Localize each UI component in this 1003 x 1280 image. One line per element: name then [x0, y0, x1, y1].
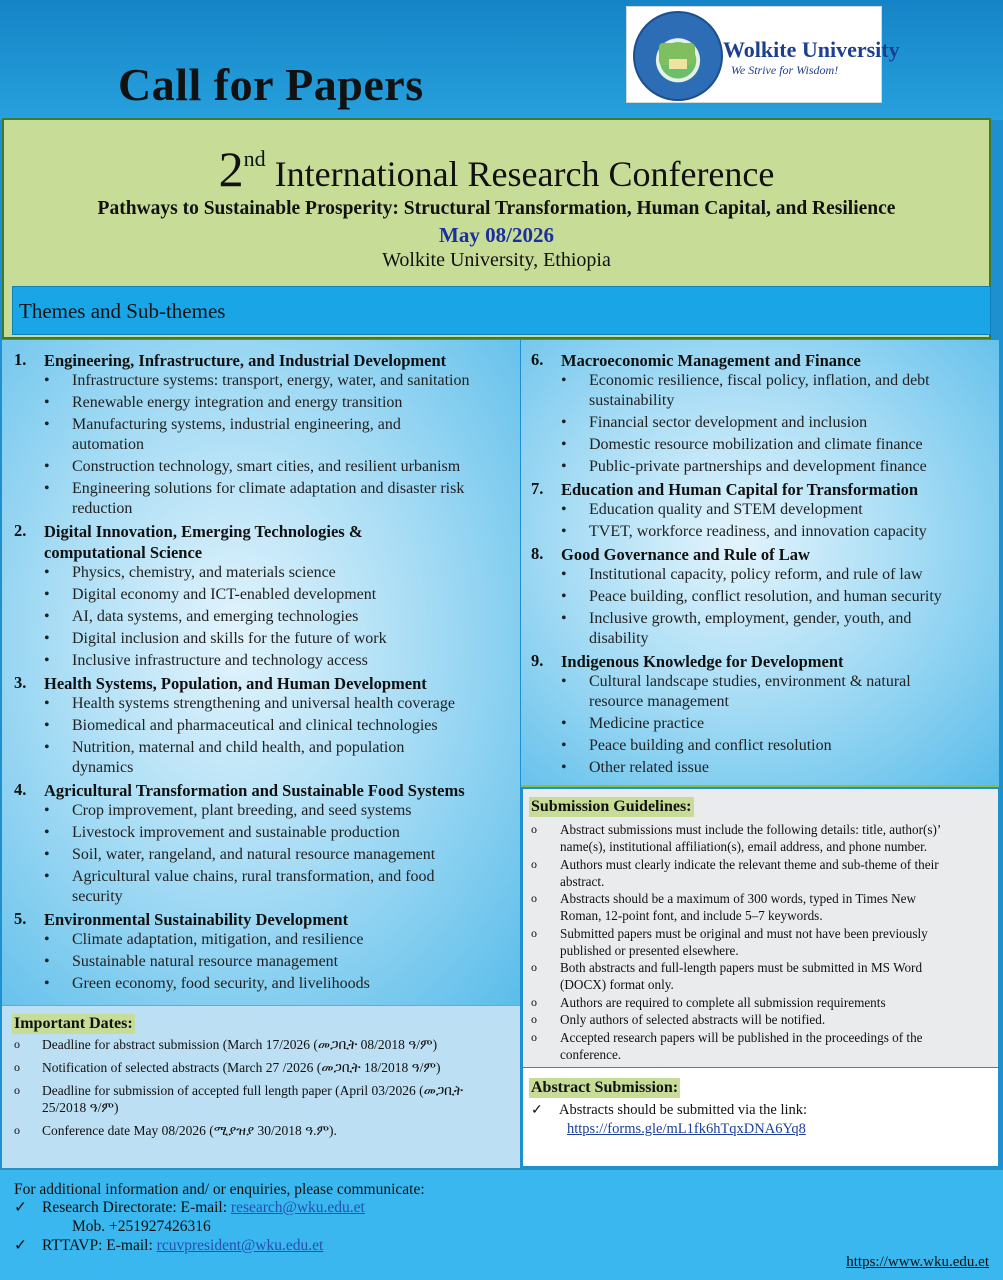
abstract-submission-box — [523, 1068, 998, 1166]
subtheme-text: Manufacturing systems, industrial engineering, and — [72, 416, 401, 433]
guideline-text: Only authors of selected abstracts will be notified. — [560, 1012, 826, 1027]
circle-bullet-icon: o — [14, 1123, 20, 1137]
bullet-icon: • — [44, 564, 50, 581]
theme-number: 3. — [14, 673, 27, 692]
research-mobile: Mob. +251927426316 — [72, 1218, 211, 1235]
circle-bullet-icon: o — [531, 994, 537, 1009]
abstract-submission-title: Abstract Submission: — [531, 1079, 679, 1096]
university-seal-icon — [633, 11, 723, 101]
subtheme-text: Agricultural value chains, rural transformation, and food — [72, 868, 435, 885]
subtheme-text: Soil, water, rangeland, and natural resource management — [72, 846, 436, 863]
abstract-submission-text: Abstracts should be submitted via the link: — [559, 1102, 808, 1118]
bullet-icon: • — [561, 715, 567, 732]
bullet-icon: • — [44, 416, 50, 433]
logo-tagline: We Strive for Wisdom! — [731, 63, 839, 77]
themes-heading: Themes and Sub-themes — [19, 299, 226, 323]
subtheme-text: Sustainable natural resource management — [72, 953, 339, 970]
theme-number: 8. — [531, 544, 544, 563]
circle-bullet-icon: o — [14, 1060, 20, 1074]
subtheme-text: security — [72, 888, 123, 905]
bullet-icon: • — [561, 414, 567, 431]
circle-bullet-icon: o — [531, 822, 537, 836]
subtheme-text: Renewable energy integration and energy transition — [72, 394, 403, 411]
subtheme-text: reduction — [72, 500, 133, 517]
bullet-icon: • — [44, 975, 50, 992]
theme-title: Health Systems, Population, and Human Development — [44, 674, 427, 693]
guideline-text: published or presented elsewhere. — [560, 942, 739, 958]
bullet-icon: • — [44, 717, 50, 734]
ordinal-number: 2 — [218, 141, 244, 197]
guideline-text: Abstracts should be a maximum of 300 words, typed in Times New — [560, 891, 917, 906]
bullet-icon: • — [44, 824, 50, 841]
conference-date: May 08/2026 — [439, 223, 554, 247]
subtheme-text: Livestock improvement and sustainable production — [72, 824, 400, 841]
bullet-icon: • — [44, 953, 50, 970]
website-link[interactable]: https://www.wku.edu.et — [846, 1254, 989, 1270]
rttavp-email-link[interactable]: rcuvpresident@wku.edu.et — [156, 1237, 324, 1254]
theme-number: 5. — [14, 909, 27, 928]
conference-title: International Research Conference — [274, 154, 775, 194]
conference-title-line — [4, 140, 989, 198]
subtheme-text: Financial sector development and inclusion — [589, 414, 868, 431]
submission-guidelines-box — [523, 789, 998, 1067]
circle-bullet-icon: o — [531, 1012, 537, 1026]
theme-title: computational Science — [44, 543, 203, 562]
guideline-text: Abstract submissions must include the following details: title, author(s)’ — [560, 822, 942, 837]
important-date-text: Notification of selected abstracts (March 27 /2026 (መጋቢት 18/2018 ዓ/ም) — [42, 1060, 441, 1075]
circle-bullet-icon: o — [531, 925, 537, 940]
bullet-icon: • — [561, 673, 567, 690]
bullet-icon: • — [561, 588, 567, 605]
subtheme-text: Inclusive growth, employment, gender, youth, and — [589, 610, 912, 627]
important-date-text: 25/2018 ዓ/ም) — [42, 1100, 119, 1115]
important-date-text: Deadline for abstract submission (March 17/2026 (መጋቢት 08/2018 ዓ/ም) — [42, 1037, 438, 1052]
bullet-icon: • — [44, 868, 50, 885]
circle-bullet-icon: o — [531, 1029, 537, 1044]
bullet-icon: • — [44, 630, 50, 647]
bullet-icon: • — [44, 802, 50, 819]
bullet-icon: • — [44, 695, 50, 712]
bullet-icon: • — [44, 372, 50, 389]
bullet-icon: • — [561, 372, 567, 389]
circle-bullet-icon: o — [531, 960, 537, 974]
subtheme-text: AI, data systems, and emerging technologies — [72, 608, 359, 625]
circle-bullet-icon: o — [531, 856, 537, 871]
subtheme-text: Construction technology, smart cities, and resilient urbanism — [72, 458, 461, 475]
check-icon: ✓ — [14, 1237, 27, 1254]
subtheme-text: Peace building and conflict resolution — [589, 737, 832, 754]
abstract-submission-link[interactable]: https://forms.gle/mL1fk6hTqxDNA6Yq8 — [567, 1121, 806, 1137]
subtheme-text: Institutional capacity, policy reform, and rule of law — [589, 566, 923, 583]
bullet-icon: • — [44, 586, 50, 603]
logo-name: Wolkite University — [723, 37, 900, 62]
check-icon: ✓ — [14, 1199, 27, 1216]
bullet-icon: • — [561, 737, 567, 754]
conference-subtitle: Pathways to Sustainable Prosperity: Structural Transformation, Human Capital, and Resilience — [97, 198, 896, 219]
bullet-icon: • — [44, 739, 50, 756]
important-dates-title: Important Dates: — [14, 1015, 133, 1032]
circle-bullet-icon: o — [531, 891, 537, 905]
bullet-icon: • — [561, 501, 567, 518]
circle-bullet-icon: o — [14, 1083, 20, 1097]
subtheme-text: Domestic resource mobilization and climate finance — [589, 436, 923, 453]
bullet-icon: • — [561, 458, 567, 475]
guideline-text: Submitted papers must be original and must not have been previously — [560, 925, 928, 941]
submission-guidelines-title: Submission Guidelines: — [531, 798, 692, 815]
guideline-text: Both abstracts and full-length papers must be submitted in MS Word — [560, 960, 923, 975]
rttavp-label: RTTAVP: E-mail: — [42, 1237, 157, 1254]
important-date-text: Deadline for submission of accepted full length paper (April 03/2026 (መጋቢት — [42, 1083, 464, 1098]
themes-right-column — [521, 340, 999, 787]
university-logo — [626, 6, 900, 103]
subtheme-text: Infrastructure systems: transport, energy, water, and sanitation — [72, 372, 470, 389]
subtheme-text: Peace building, conflict resolution, and human security — [589, 588, 942, 605]
bullet-icon: • — [561, 566, 567, 583]
subtheme-text: Education quality and STEM development — [589, 501, 863, 518]
subtheme-text: Health systems strengthening and universal health coverage — [72, 695, 455, 712]
bullet-icon: • — [44, 458, 50, 475]
subtheme-text: Biomedical and pharmaceutical and clinical technologies — [72, 717, 438, 734]
subtheme-text: Cultural landscape studies, environment & natural — [589, 673, 911, 690]
subtheme-text: sustainability — [589, 392, 675, 409]
subtheme-text: Inclusive infrastructure and technology access — [72, 652, 368, 669]
bullet-icon: • — [561, 610, 567, 627]
subtheme-text: Other related issue — [589, 759, 709, 776]
subtheme-text: dynamics — [72, 759, 134, 776]
theme-number: 4. — [14, 780, 27, 799]
subtheme-text: Digital inclusion and skills for the future of work — [72, 630, 387, 647]
theme-title: Indigenous Knowledge for Development — [561, 652, 844, 671]
contact-footer — [0, 1168, 1003, 1280]
important-dates-box — [2, 1005, 520, 1168]
research-label: Research Directorate: E-mail: — [42, 1199, 231, 1216]
bullet-icon: • — [561, 759, 567, 776]
subtheme-text: Engineering solutions for climate adaptation and disaster risk — [72, 480, 465, 497]
themes-heading-bar — [12, 286, 991, 335]
subtheme-text: Nutrition, maternal and child health, and population — [72, 739, 405, 756]
bullet-icon: • — [561, 523, 567, 540]
bullet-icon: • — [44, 931, 50, 948]
theme-title: Education and Human Capital for Transformation — [561, 480, 919, 499]
theme-title: Engineering, Infrastructure, and Industrial Development — [44, 351, 447, 370]
conference-venue: Wolkite University, Ethiopia — [382, 249, 611, 271]
guideline-text: Accepted research papers will be published in the proceedings of the — [560, 1029, 923, 1045]
guideline-text: Authors are required to complete all submission requirements — [560, 994, 886, 1010]
guideline-text: name(s), institutional affiliation(s), email address, and phone number. — [560, 839, 928, 854]
bullet-icon: • — [44, 608, 50, 625]
subtheme-text: Economic resilience, fiscal policy, inflation, and debt — [589, 372, 930, 389]
conference-hero — [2, 118, 991, 339]
subtheme-text: Medicine practice — [589, 715, 705, 732]
contact-rttavp-row — [14, 1236, 324, 1255]
subtheme-text: resource management — [589, 693, 729, 710]
subtheme-text: Public-private partnerships and development finance — [589, 458, 927, 475]
guideline-text: Authors must clearly indicate the relevant theme and sub-theme of their — [560, 856, 939, 872]
subtheme-text: disability — [589, 630, 649, 647]
circle-bullet-icon: o — [14, 1037, 20, 1051]
theme-number: 6. — [531, 350, 544, 369]
important-date-text: Conference date May 08/2026 (ሚያዝያ 30/2018 ዓ.ም). — [42, 1123, 337, 1138]
contact-research-row — [14, 1198, 365, 1217]
subtheme-text: automation — [72, 436, 144, 453]
contact-intro: For additional information and/ or enquiries, please communicate: — [14, 1181, 425, 1198]
guideline-text: conference. — [560, 1046, 622, 1062]
theme-number: 1. — [14, 350, 27, 369]
bullet-icon: • — [44, 394, 50, 411]
guideline-text: (DOCX) format only. — [560, 977, 674, 992]
research-email-link[interactable]: research@wku.edu.et — [230, 1199, 365, 1216]
theme-title: Environmental Sustainability Development — [44, 910, 349, 929]
subtheme-text: Climate adaptation, mitigation, and resilience — [72, 931, 364, 948]
bullet-icon: • — [561, 436, 567, 453]
bullet-icon: • — [44, 846, 50, 863]
subtheme-text: Crop improvement, plant breeding, and seed systems — [72, 802, 412, 819]
call-for-papers-heading: Call for Papers — [118, 59, 424, 110]
theme-title: Agricultural Transformation and Sustainable Food Systems — [44, 781, 465, 800]
guideline-text: abstract. — [560, 873, 605, 889]
theme-title: Digital Innovation, Emerging Technologies & — [44, 522, 363, 541]
check-icon: ✓ — [531, 1103, 543, 1118]
subtheme-text: Digital economy and ICT-enabled development — [72, 586, 377, 603]
theme-number: 7. — [531, 479, 544, 498]
subtheme-text: Physics, chemistry, and materials science — [72, 564, 336, 581]
theme-title: Macroeconomic Management and Finance — [561, 351, 861, 370]
theme-number: 2. — [14, 521, 27, 540]
bullet-icon: • — [44, 652, 50, 669]
guideline-text: Roman, 12-point font, and include 5–7 keywords. — [560, 908, 823, 923]
theme-number: 9. — [531, 651, 544, 670]
theme-title: Good Governance and Rule of Law — [561, 545, 810, 564]
ordinal-suffix: nd — [243, 146, 266, 171]
subtheme-text: TVET, workforce readiness, and innovation capacity — [589, 523, 927, 540]
themes-left-column — [2, 340, 520, 1005]
subtheme-text: Green economy, food security, and livelihoods — [72, 975, 370, 992]
bullet-icon: • — [44, 480, 50, 497]
